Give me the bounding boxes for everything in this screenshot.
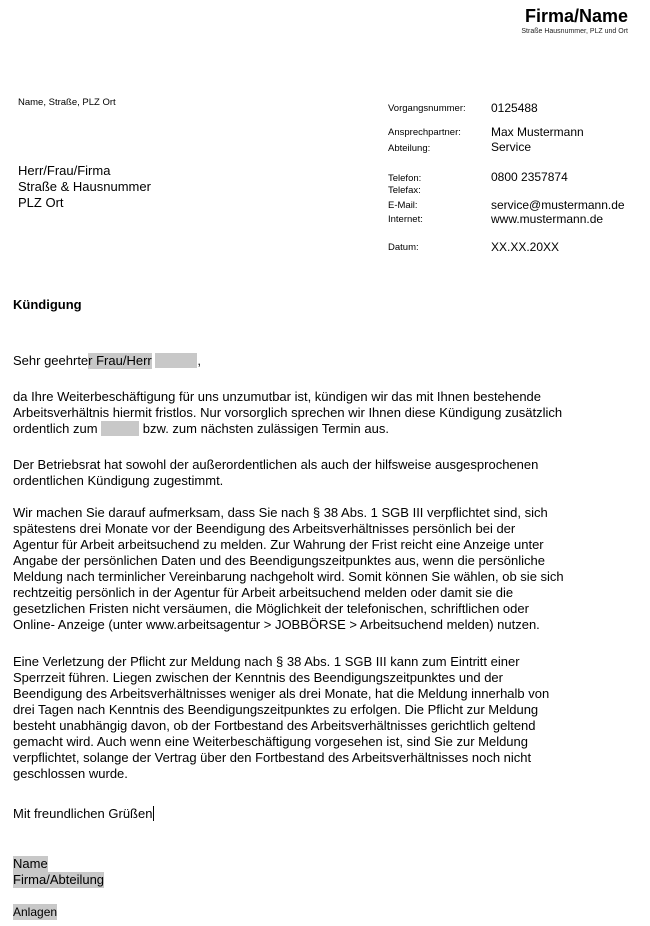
paragraph-line: Der Betriebsrat hat sowohl der außerordentlichen als auch der hilfsweise ausgesprochenen [13, 457, 539, 472]
recipient-line-1: Herr/Frau/Firma [18, 163, 111, 178]
paragraph-works-council [13, 457, 638, 489]
paragraph-line: Angabe der persönlichen Daten und des Beendigungszeitpunktes aus, wenn die persönliche [13, 553, 545, 568]
datum-value: XX.XX.20XX [491, 240, 560, 254]
paragraph-line: besteht unabhängig davon, ob der Fortbestand des Arbeitsverhältnisses gerichtlich geltend [13, 718, 536, 733]
paragraph-line: Arbeitsverhältnis hiermit fristlos. Nur vorsorglich sprechen wir Ihnen diese Kündigung zusätzlich [13, 405, 563, 420]
paragraph-line: rechtzeitig persönlich in der Agentur für Arbeit arbeitsuchend melden oder damit sie die [13, 585, 514, 600]
abteilung-label: Abteilung: [388, 143, 431, 154]
salutation-name-field[interactable] [155, 353, 197, 368]
telefon-value: 0800 2357874 [491, 170, 568, 184]
paragraph-violation-notice [13, 654, 638, 782]
paragraph-line: Eine Verletzung der Pflicht zur Meldung nach § 38 Abs. 1 SGB III kann zum Eintritt einer [13, 654, 520, 669]
closing-text: Mit freundlichen Grüßen [13, 806, 153, 821]
closing[interactable] [13, 806, 638, 822]
paragraph-line: gesetzlichen Fristen nicht versäumen, die Möglichkeit der telefonischen, schriftlichen oder [13, 601, 529, 616]
paragraph-line: spätestens drei Monate vor der Beendigung des Arbeitsverhältnisses persönlich bei der [13, 521, 516, 536]
line-part: ordentlich zum [13, 421, 98, 436]
email-label: E-Mail: [388, 200, 418, 211]
email-value: service@mustermann.de [491, 198, 625, 212]
paragraph-line: drei Tagen nach Kenntnis des Beendigungszeitpunktes zu erfolgen. Die Pflicht zur Meldung [13, 702, 539, 717]
internet-value: www.mustermann.de [491, 212, 604, 226]
datum-label: Datum: [388, 242, 419, 253]
paragraph-line: ordentlichen Kündigung zugestimmt. [13, 473, 224, 488]
paragraph-line: Meldung nach terminlicher Vereinbarung nachgeholt wird. Somit können Sie wählen, ob sie sich [13, 569, 564, 584]
paragraph-line: Wir machen Sie darauf aufmerksam, dass Sie nach § 38 Abs. 1 SGB III verpflichtet sind, sich [13, 505, 548, 520]
salutation-prefix: Sehr geehrte [13, 353, 89, 368]
firm-address: Straße Hausnummer, PLZ und Ort [521, 28, 628, 35]
ansprech-label: Ansprechpartner: [388, 127, 461, 138]
telefax-label: Telefax: [388, 185, 421, 196]
abteilung-value: Service [491, 140, 532, 154]
line-part: bzw. zum nächsten zulässigen Termin aus. [142, 421, 389, 436]
internet-label: Internet: [388, 214, 423, 225]
paragraph-line [13, 421, 638, 437]
paragraph-line: gemacht wird. Auch wenn eine Weiterbeschäftigung vorgesehen ist, sind Sie zur Meldung [13, 734, 528, 749]
paragraph-termination [13, 389, 638, 437]
paragraph-line: Online- Anzeige (unter www.arbeitsagentur > JOBBÖRSE > Arbeitsuchend melden) nutzen. [13, 617, 540, 632]
attachments-block [13, 904, 638, 920]
recipient-line-3: PLZ Ort [18, 195, 64, 210]
paragraph-line: Beendigung des Arbeitsverhältnisses weniger als drei Monate, hat die Meldung innerhalb von [13, 686, 550, 701]
signature-firm-field[interactable]: Firma/Abteilung [13, 872, 105, 887]
salutation-title-field[interactable]: r Frau/Herr [88, 353, 152, 368]
ansprech-value: Max Mustermann [491, 125, 584, 139]
sender-line: Name, Straße, PLZ Ort [18, 97, 116, 108]
paragraph-line: verpflichtet, solange der Vertrag über den Fortbestand des Arbeitsverhältnisses noch nicht [13, 750, 532, 765]
paragraph-line: da Ihre Weiterbeschäftigung für uns unzumutbar ist, kündigen wir das mit Ihnen bestehende [13, 389, 542, 404]
paragraph-line: geschlossen wurde. [13, 766, 128, 781]
attachments-field[interactable]: Anlagen [13, 905, 58, 919]
termination-date-field[interactable] [101, 421, 139, 436]
text-cursor [153, 806, 154, 821]
signature-block [13, 856, 638, 888]
salutation-suffix: , [197, 353, 201, 368]
salutation [13, 353, 638, 369]
paragraph-job-seeking-notice [13, 505, 638, 633]
recipient-line-2: Straße & Hausnummer [18, 179, 151, 194]
firm-name: Firma/Name [524, 6, 628, 26]
paragraph-line: Sperrzeit führen. Liegen zwischen der Kenntnis des Beendigungszeitpunktes und der [13, 670, 503, 685]
signature-name-field[interactable]: Name [13, 856, 48, 871]
recipient-address [18, 163, 151, 211]
vorgang-value: 0125488 [491, 101, 538, 115]
telefon-label: Telefon: [388, 173, 422, 184]
paragraph-line: Agentur für Arbeit arbeitsuchend zu melden. Zur Wahrung der Frist reicht eine Anzeige unter [13, 537, 544, 552]
subject-line: Kündigung [13, 297, 82, 312]
vorgang-label: Vorgangsnummer: [388, 103, 466, 114]
